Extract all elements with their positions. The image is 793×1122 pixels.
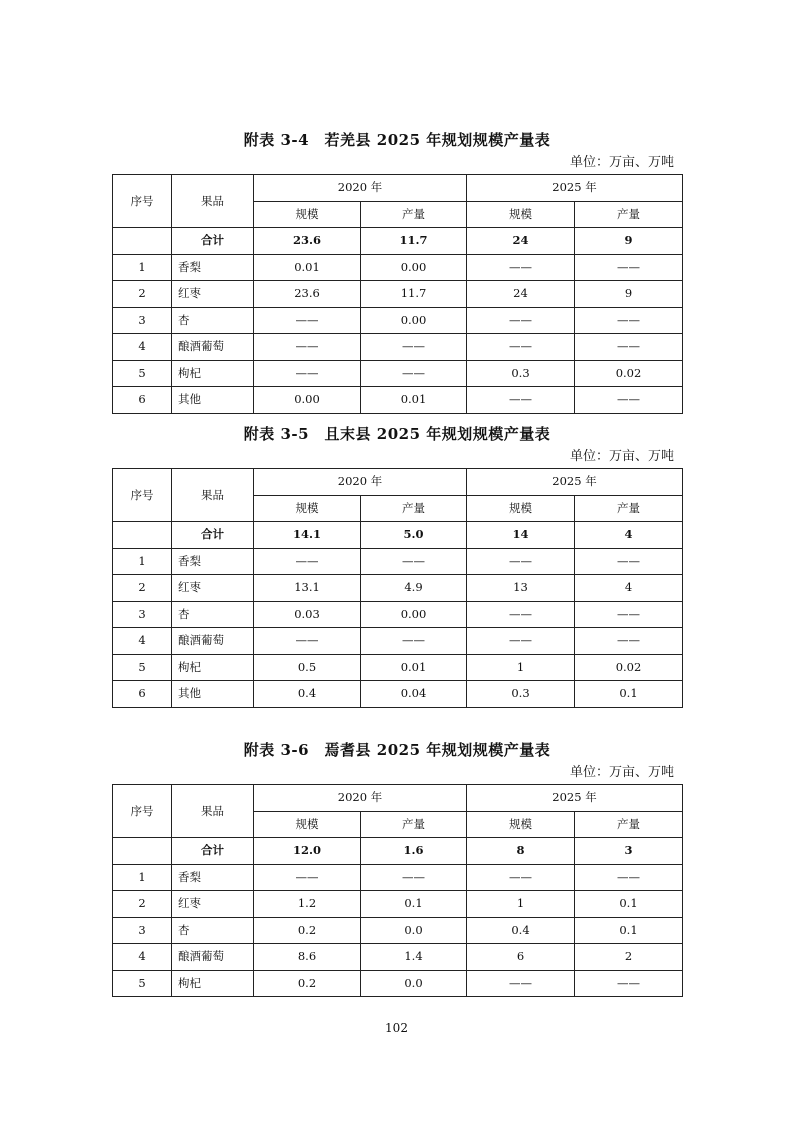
row-output-2025: 4	[575, 575, 683, 602]
row-fruit: 枸杞	[172, 360, 254, 387]
row-seq: 1	[113, 254, 172, 281]
row-fruit: 枸杞	[172, 970, 254, 997]
total-output-2020: 11.7	[361, 228, 467, 255]
row-output-2025: 0.1	[575, 891, 683, 918]
row-seq: 6	[113, 681, 172, 708]
row-seq: 4	[113, 628, 172, 655]
row-scale-2025: 0.4	[467, 917, 575, 944]
header-scale-2025: 规模	[467, 201, 575, 228]
row-output-2025: 2	[575, 944, 683, 971]
header-scale-2020: 规模	[254, 495, 361, 522]
header-output-2020: 产量	[361, 495, 467, 522]
header-output-2020: 产量	[361, 201, 467, 228]
row-output-2025: ——	[575, 254, 683, 281]
data-table	[112, 174, 683, 414]
row-seq: 3	[113, 307, 172, 334]
total-seq	[113, 228, 172, 255]
row-output-2020: 0.01	[361, 654, 467, 681]
row-scale-2020: 0.00	[254, 387, 361, 414]
row-scale-2020: 23.6	[254, 281, 361, 308]
table-row	[113, 387, 683, 414]
row-scale-2025: ——	[467, 970, 575, 997]
table-row	[113, 864, 683, 891]
row-output-2025: ——	[575, 307, 683, 334]
header-2020: 2020 年	[254, 785, 467, 812]
row-scale-2020: 13.1	[254, 575, 361, 602]
header-fruit: 果品	[172, 785, 254, 838]
row-scale-2025: 1	[467, 654, 575, 681]
row-scale-2020: ——	[254, 360, 361, 387]
row-output-2025: ——	[575, 864, 683, 891]
row-scale-2020: 0.5	[254, 654, 361, 681]
row-output-2020: 0.04	[361, 681, 467, 708]
row-scale-2025: 1	[467, 891, 575, 918]
table-row	[113, 360, 683, 387]
total-scale-2020: 23.6	[254, 228, 361, 255]
row-seq: 5	[113, 654, 172, 681]
row-fruit: 其他	[172, 681, 254, 708]
header-scale-2025: 规模	[467, 811, 575, 838]
header-2020: 2020 年	[254, 469, 467, 496]
row-output-2025: ——	[575, 387, 683, 414]
row-output-2025: ——	[575, 970, 683, 997]
row-output-2020: ——	[361, 628, 467, 655]
header-output-2020: 产量	[361, 811, 467, 838]
row-output-2025: 0.1	[575, 917, 683, 944]
row-output-2020: 11.7	[361, 281, 467, 308]
row-fruit: 枸杞	[172, 654, 254, 681]
table-row	[113, 681, 683, 708]
row-output-2020: ——	[361, 548, 467, 575]
table-title: 附表 3-5 且末县 2025 年规划规模产量表	[243, 425, 551, 443]
row-output-2025: ——	[575, 334, 683, 361]
row-seq: 1	[113, 864, 172, 891]
header-2025: 2025 年	[467, 175, 683, 202]
total-scale-2025: 24	[467, 228, 575, 255]
total-scale-2020: 14.1	[254, 522, 361, 549]
table-row	[113, 601, 683, 628]
row-scale-2020: 0.4	[254, 681, 361, 708]
row-scale-2020: ——	[254, 307, 361, 334]
row-scale-2025: 24	[467, 281, 575, 308]
row-seq: 2	[113, 575, 172, 602]
row-output-2025: 0.02	[575, 654, 683, 681]
data-table	[112, 784, 683, 997]
row-output-2020: 4.9	[361, 575, 467, 602]
row-output-2020: 0.00	[361, 254, 467, 281]
row-seq: 2	[113, 891, 172, 918]
row-scale-2020: 8.6	[254, 944, 361, 971]
row-scale-2025: ——	[467, 601, 575, 628]
row-output-2025: 9	[575, 281, 683, 308]
row-fruit: 香梨	[172, 864, 254, 891]
row-scale-2025: ——	[467, 254, 575, 281]
row-seq: 4	[113, 334, 172, 361]
total-scale-2020: 12.0	[254, 838, 361, 865]
row-output-2020: ——	[361, 334, 467, 361]
table-row	[113, 944, 683, 971]
row-scale-2025: ——	[467, 548, 575, 575]
table-row	[113, 548, 683, 575]
row-scale-2025: ——	[467, 307, 575, 334]
row-output-2020: ——	[361, 864, 467, 891]
row-scale-2025: 0.3	[467, 360, 575, 387]
header-seq: 序号	[113, 785, 172, 838]
row-seq: 3	[113, 601, 172, 628]
row-scale-2025: ——	[467, 387, 575, 414]
header-output-2025: 产量	[575, 811, 683, 838]
row-seq: 1	[113, 548, 172, 575]
total-seq	[113, 522, 172, 549]
total-output-2025: 9	[575, 228, 683, 255]
row-fruit: 酿酒葡萄	[172, 334, 254, 361]
table-row	[113, 628, 683, 655]
header-output-2025: 产量	[575, 495, 683, 522]
row-scale-2020: ——	[254, 628, 361, 655]
row-scale-2020: 0.03	[254, 601, 361, 628]
row-output-2020: ——	[361, 360, 467, 387]
table-row	[113, 917, 683, 944]
total-label: 合计	[172, 228, 254, 255]
row-seq: 6	[113, 387, 172, 414]
total-seq	[113, 838, 172, 865]
row-fruit: 红枣	[172, 891, 254, 918]
row-output-2020: 0.01	[361, 387, 467, 414]
header-2020: 2020 年	[254, 175, 467, 202]
table-row	[113, 254, 683, 281]
row-output-2020: 1.4	[361, 944, 467, 971]
row-output-2020: 0.0	[361, 970, 467, 997]
row-seq: 5	[113, 360, 172, 387]
row-fruit: 香梨	[172, 548, 254, 575]
row-scale-2020: 0.01	[254, 254, 361, 281]
row-output-2025: ——	[575, 548, 683, 575]
unit-label: 单位：万亩、万吨	[569, 449, 674, 464]
header-scale-2020: 规模	[254, 201, 361, 228]
row-seq: 2	[113, 281, 172, 308]
row-output-2020: 0.0	[361, 917, 467, 944]
table-row	[113, 575, 683, 602]
row-output-2020: 0.00	[361, 601, 467, 628]
header-2025: 2025 年	[467, 469, 683, 496]
table-row	[113, 891, 683, 918]
total-row	[113, 838, 683, 865]
row-scale-2020: ——	[254, 864, 361, 891]
row-seq: 3	[113, 917, 172, 944]
header-scale-2025: 规模	[467, 495, 575, 522]
total-label: 合计	[172, 838, 254, 865]
row-scale-2025: 0.3	[467, 681, 575, 708]
header-seq: 序号	[113, 469, 172, 522]
row-fruit: 香梨	[172, 254, 254, 281]
table-row	[113, 970, 683, 997]
row-scale-2020: 1.2	[254, 891, 361, 918]
row-scale-2025: ——	[467, 334, 575, 361]
row-fruit: 其他	[172, 387, 254, 414]
table-row	[113, 334, 683, 361]
total-row	[113, 228, 683, 255]
row-seq: 5	[113, 970, 172, 997]
table-row	[113, 654, 683, 681]
row-scale-2025: ——	[467, 864, 575, 891]
row-fruit: 酿酒葡萄	[172, 944, 254, 971]
row-seq: 4	[113, 944, 172, 971]
row-output-2020: 0.00	[361, 307, 467, 334]
total-row	[113, 522, 683, 549]
unit-label: 单位：万亩、万吨	[569, 765, 674, 780]
row-output-2025: 0.1	[575, 681, 683, 708]
unit-label: 单位：万亩、万吨	[569, 155, 674, 170]
row-fruit: 杏	[172, 601, 254, 628]
total-scale-2025: 8	[467, 838, 575, 865]
table-row	[113, 307, 683, 334]
page-number: 102	[385, 1021, 408, 1035]
table-title: 附表 3-4 若羌县 2025 年规划规模产量表	[243, 131, 551, 149]
row-fruit: 酿酒葡萄	[172, 628, 254, 655]
row-scale-2025: ——	[467, 628, 575, 655]
row-output-2020: 0.1	[361, 891, 467, 918]
row-output-2025: ——	[575, 628, 683, 655]
row-fruit: 杏	[172, 917, 254, 944]
data-table	[112, 468, 683, 708]
row-scale-2020: ——	[254, 334, 361, 361]
total-output-2020: 1.6	[361, 838, 467, 865]
header-seq: 序号	[113, 175, 172, 228]
row-scale-2020: ——	[254, 548, 361, 575]
total-output-2025: 3	[575, 838, 683, 865]
row-output-2025: 0.02	[575, 360, 683, 387]
row-output-2025: ——	[575, 601, 683, 628]
total-scale-2025: 14	[467, 522, 575, 549]
header-scale-2020: 规模	[254, 811, 361, 838]
row-scale-2020: 0.2	[254, 917, 361, 944]
table-title: 附表 3-6 焉耆县 2025 年规划规模产量表	[243, 741, 551, 759]
header-output-2025: 产量	[575, 201, 683, 228]
row-scale-2020: 0.2	[254, 970, 361, 997]
total-output-2020: 5.0	[361, 522, 467, 549]
total-label: 合计	[172, 522, 254, 549]
table-row	[113, 281, 683, 308]
row-scale-2025: 6	[467, 944, 575, 971]
header-2025: 2025 年	[467, 785, 683, 812]
total-output-2025: 4	[575, 522, 683, 549]
row-fruit: 红枣	[172, 281, 254, 308]
row-fruit: 杏	[172, 307, 254, 334]
row-fruit: 红枣	[172, 575, 254, 602]
header-fruit: 果品	[172, 469, 254, 522]
row-scale-2025: 13	[467, 575, 575, 602]
header-fruit: 果品	[172, 175, 254, 228]
